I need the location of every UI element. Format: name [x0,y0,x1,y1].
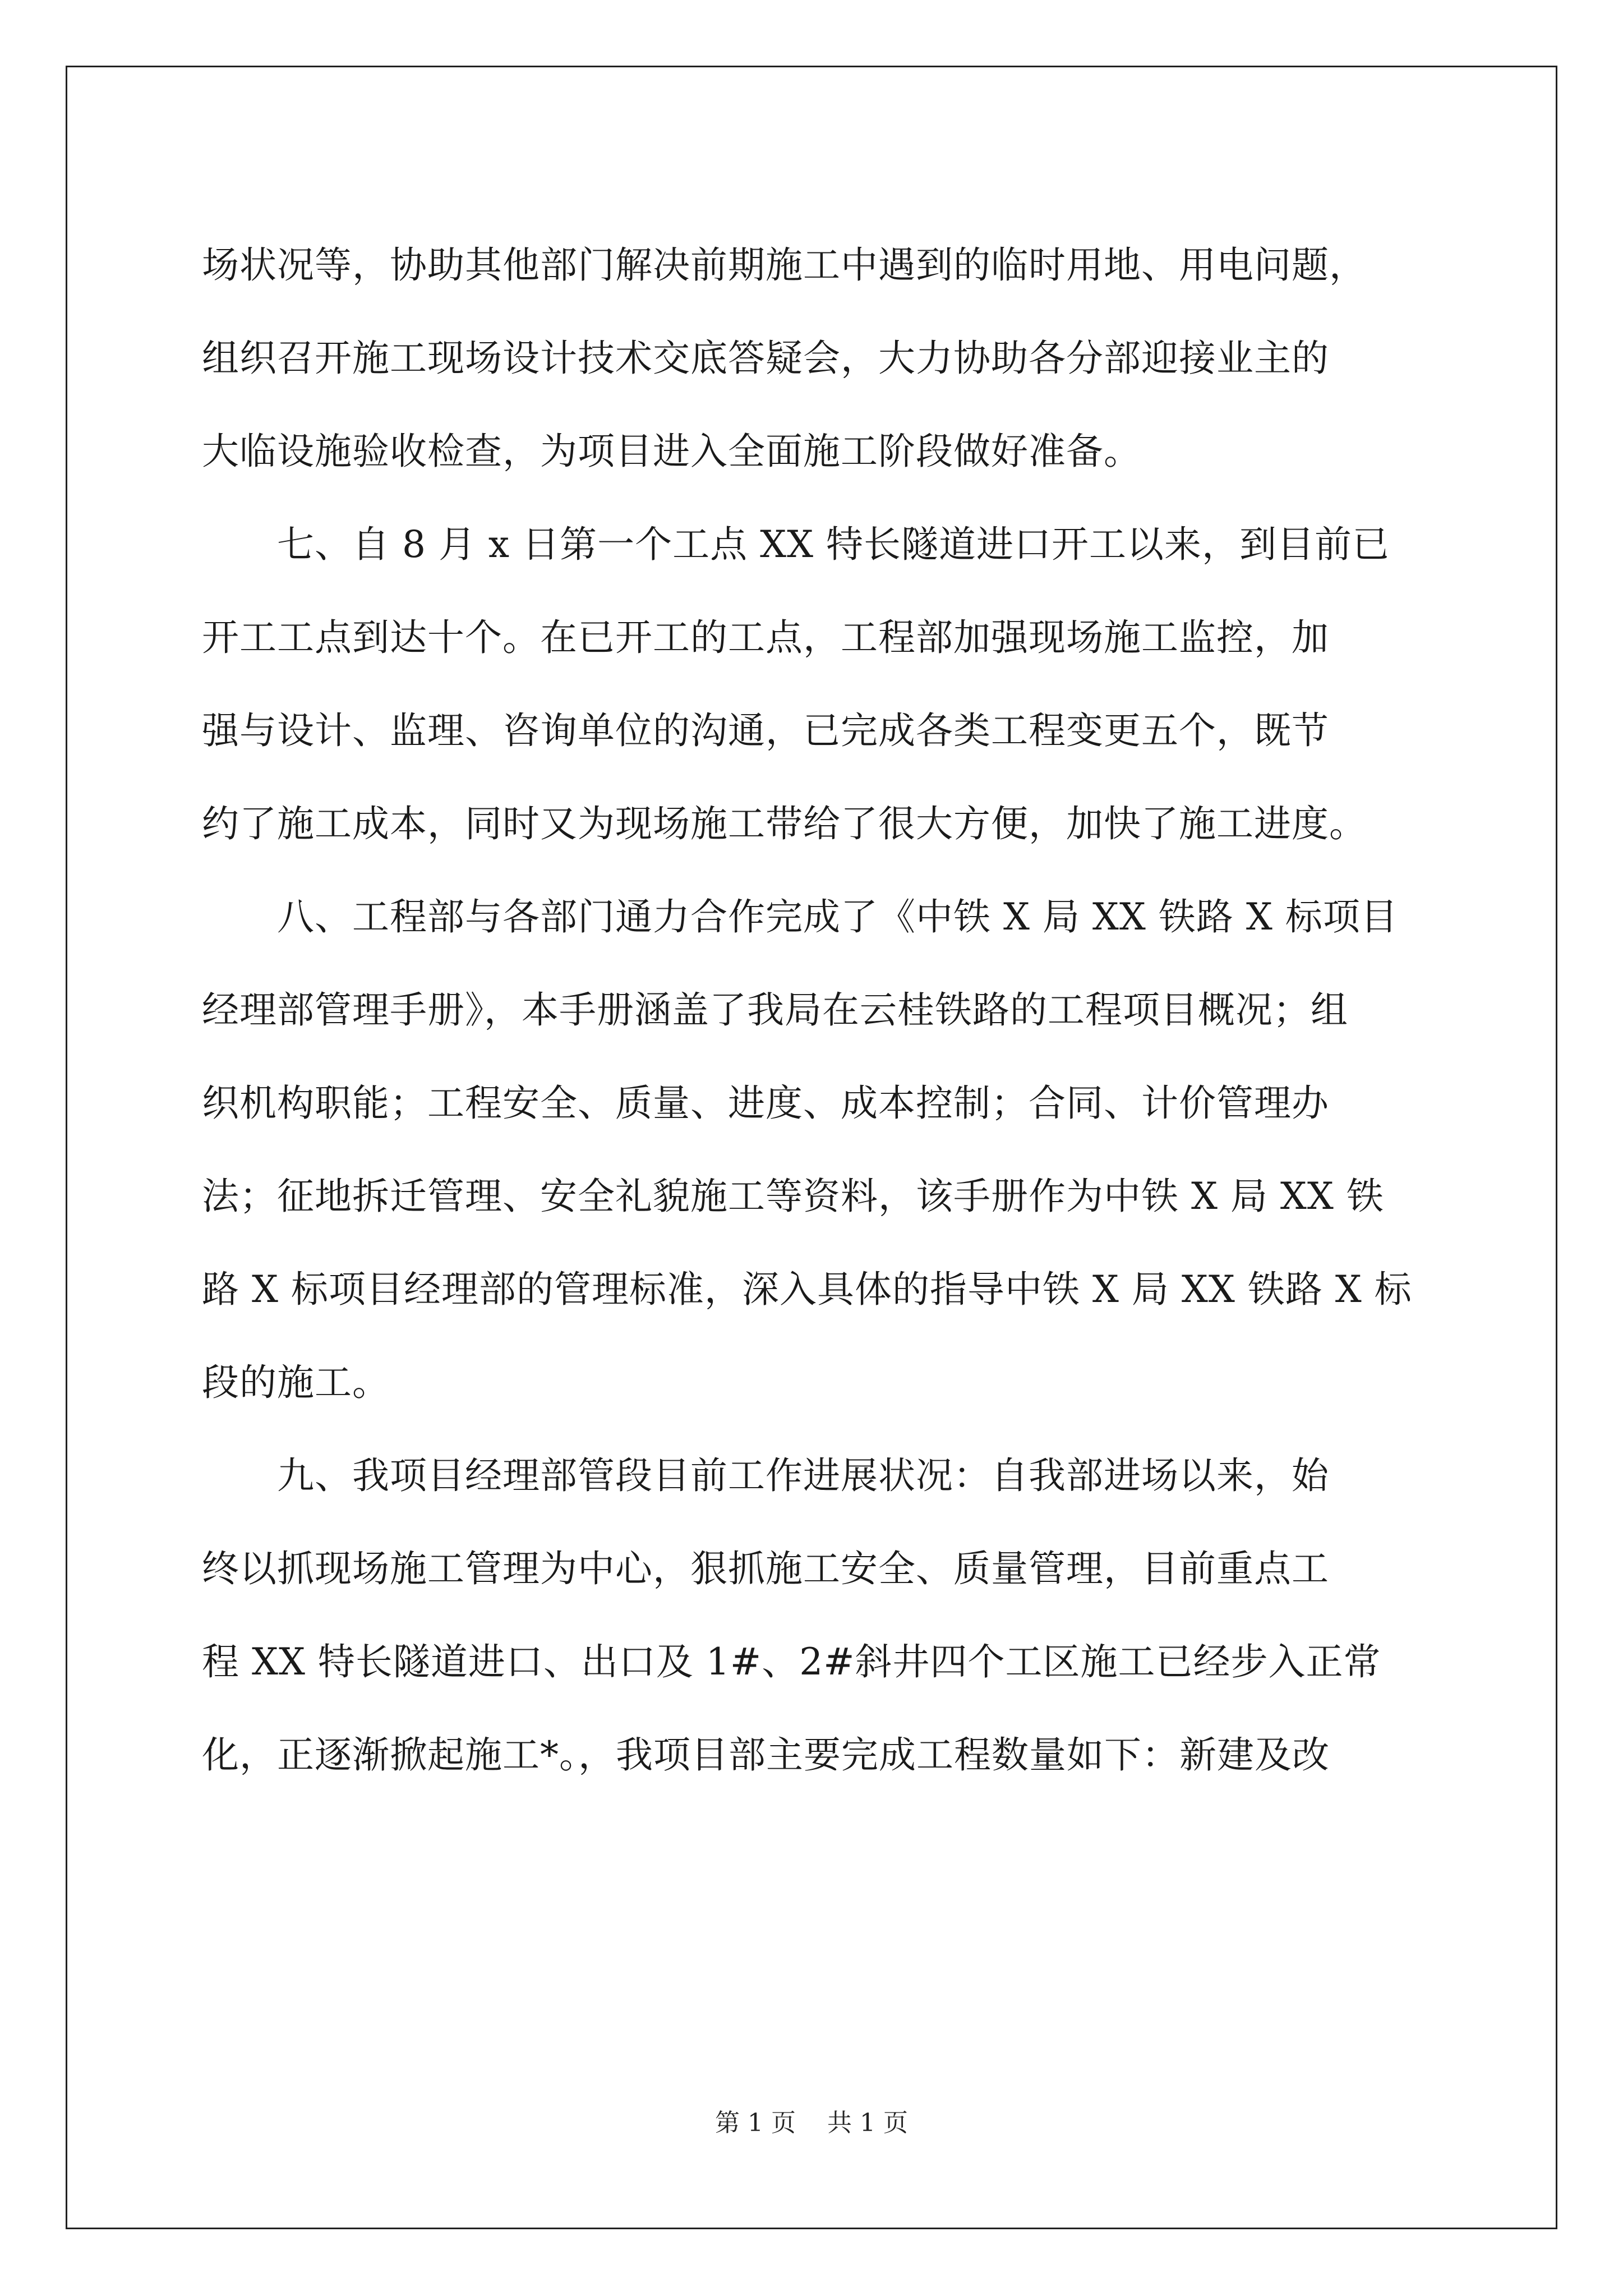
text-line: 段的施工。 [202,1361,390,1404]
text-line: 组织召开施工现场设计技术交底答疑会，大力协助各分部迎接业主的 [202,337,1329,380]
text-line: 终以抓现场施工管理为中心，狠抓施工安全、质量管理，目前重点工 [202,1547,1329,1590]
text-line: 九、我项目经理部管段目前工作进展状况：自我部进场以来，始 [202,1454,1329,1497]
page-total: 共 1 页 [827,2109,908,2137]
text-line: 路 X 标项目经理部的管理标准，深入具体的指导中铁 X 局 XX 铁路 X 标 [202,1268,1412,1311]
text-line: 八、工程部与各部门通力合作完成了《中铁 X 局 XX 铁路 X 标项目 [202,895,1398,938]
text-line: 场状况等，协助其他部门解决前期施工中遇到的临时用地、用电问题， [202,243,1367,287]
page-number: 第 1 页 [715,2109,796,2137]
text-line: 大临设施验收检查，为项目进入全面施工阶段做好准备。 [202,430,1141,473]
text-line: 化，正逐渐掀起施工*。，我项目部主要完成工程数量如下：新建及改 [202,1733,1330,1777]
text-line: 约了施工成本，同时又为现场施工带给了很大方便，加快了施工进度。 [202,802,1367,845]
document-body [202,219,1436,1802]
text-line: 强与设计、监理、咨询单位的沟通，已完成各类工程变更五个，既节 [202,709,1329,752]
text-line: 法；征地拆迁管理、安全礼貌施工等资料，该手册作为中铁 X 局 XX 铁 [202,1175,1384,1218]
text-line: 七、自 8 月 x 日第一个工点 XX 特长隧道进口开工以来，到目前已 [202,523,1390,566]
text-line: 开工工点到达十个。在已开工的工点，工程部加强现场施工监控，加 [202,616,1329,659]
text-line: 织机构职能；工程安全、质量、进度、成本控制；合同、计价管理办 [202,1082,1329,1125]
text-line: 程 XX 特长隧道进口、出口及 1#、2#斜井四个工区施工已经步入正常 [202,1640,1381,1683]
page-footer [0,2106,1623,2140]
text-line: 经理部管理手册》，本手册涵盖了我局在云桂铁路的工程项目概况；组 [202,988,1348,1032]
